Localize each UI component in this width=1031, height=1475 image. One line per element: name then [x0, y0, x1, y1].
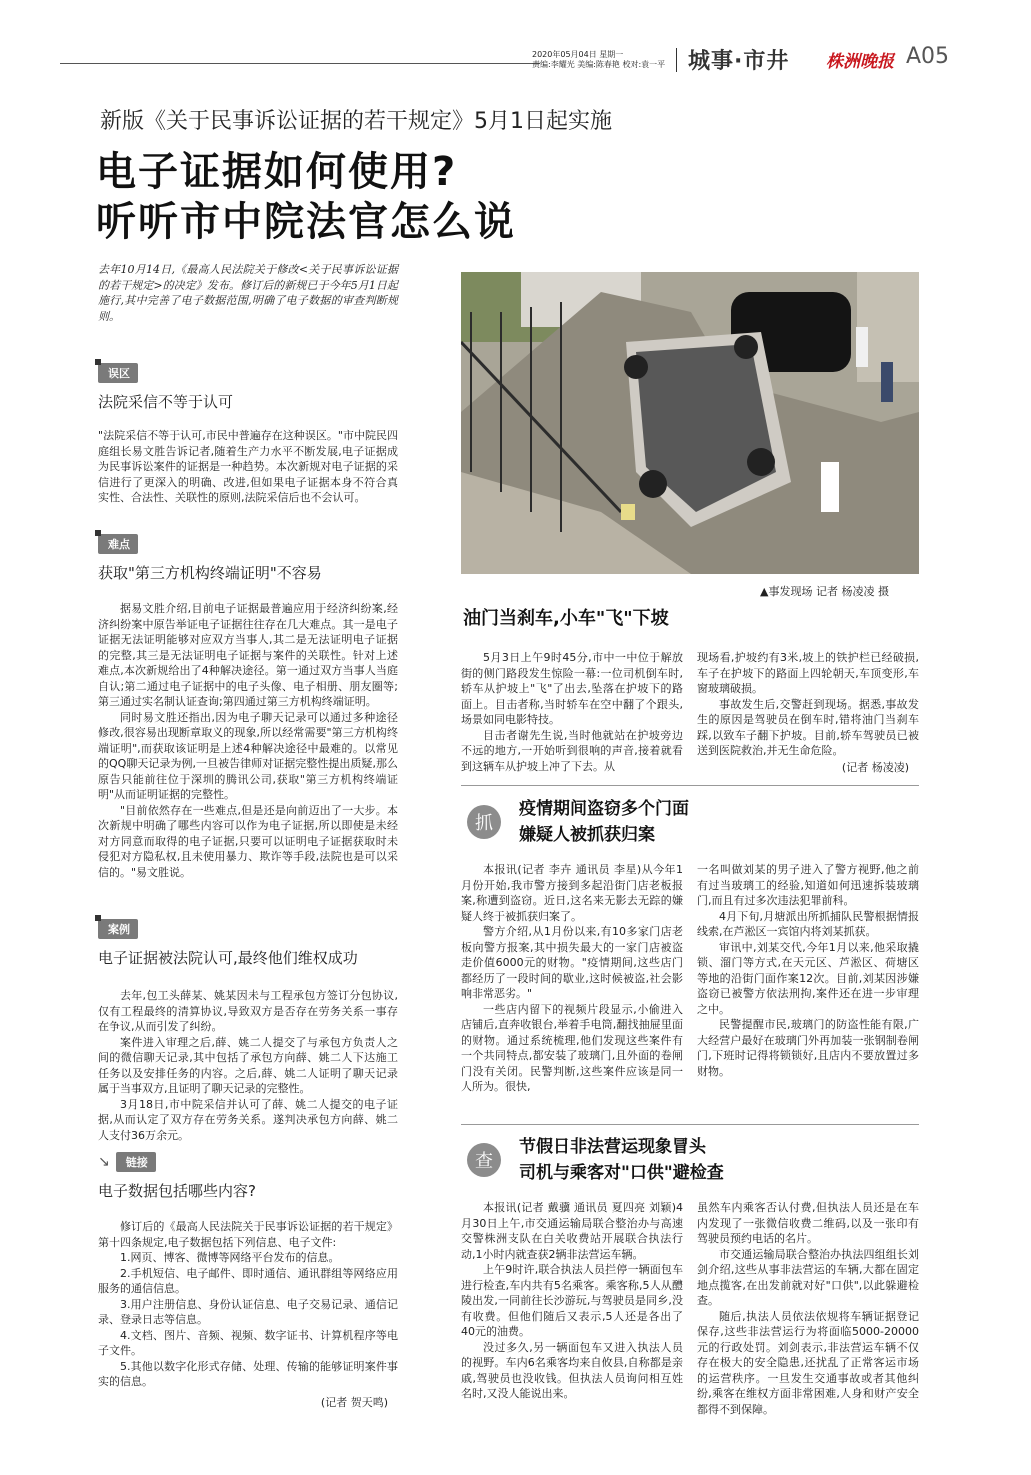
section-subhead: 电子数据包括哪些内容?	[98, 1182, 256, 1200]
editors-line: 责编:李耀光 美编:陈春艳 校对:袁一平	[532, 60, 666, 69]
story-theft	[461, 796, 919, 1095]
story-column-1	[461, 650, 683, 775]
story-byline: (记者 杨凌凌)	[841, 760, 909, 774]
section-subhead: 法院采信不等于认可	[98, 393, 234, 411]
story-paragraph: 目击者谢先生说,当时他就站在护坡旁边不远的地方,一开始听到很响的声音,接着就看到这辆车从护坡上冲了下去。从	[461, 728, 683, 773]
story-title-block	[519, 1134, 724, 1186]
story-paragraph: 没过多久,另一辆面包车又进入执法人员的视野。车内6名乘客均来自攸县,自称都是亲戚,驾驶员也没收钱。但执法人员询问相互姓名时,又没人能说出来。	[461, 1340, 683, 1400]
story-paragraph: 随后,执法人员依法依规将车辆证据登记保存,这些非法营运行为将面临5000-20000元的行政处罚。刘剑表示,非法营运车辆不仅存在极大的安全隐患,还扰乱了正常客运市场的运营秩序。一旦发生交通事故或者其他纠纷,乘客在维权方面非常困难,人身和财产安全都得不到保障。	[697, 1309, 919, 1416]
story-title: 油门当刹车,小车"飞"下坡	[463, 608, 669, 629]
tag-corner-mark	[95, 915, 101, 921]
story-paragraph: 本报讯(记者 戴骥 通讯员 夏四亮 刘颖)4月30日上午,市交通运输局联合整治办与高速交警株洲支队在白关收费站开展联合执法行动,1小时内就查获2辆非法营运车辆。	[461, 1201, 683, 1261]
story-paragraph: 审讯中,刘某交代,今年1月以来,他采取撬锁、溜门等方式,在天元区、芦淞区、荷塘区等地的沿街门面作案12次。目前,刘某因涉嫌盗窃已被警方依法刑拘,案件还在进一步审理之中。	[697, 940, 919, 1016]
section-tag-wrap	[98, 918, 138, 939]
story-columns	[461, 862, 919, 1095]
story-header	[467, 1134, 919, 1186]
story-check	[461, 1134, 919, 1417]
section-tag-wrap	[98, 362, 138, 383]
section-case	[98, 918, 398, 1143]
story-category-badge: 抓	[467, 805, 501, 839]
story-paragraph: 上午9时许,联合执法人员拦停一辆面包车进行检查,车内共有5名乘客。乘客称,5人从醴陵出发,一同前往长沙游玩,与驾驶员是同乡,没有收费。但他们随后又表示,5人还是各出了40元的油费。	[461, 1263, 683, 1338]
section-body-3: 3月18日,市中院采信并认可了薛、姚二人提交的电子证据,从而认定了双方存在劳务关系。遂判决承包方向薛、姚二人支付36万余元。	[98, 1097, 398, 1142]
story-title-line-1: 疫情期间盗窃多个门面	[519, 799, 689, 819]
section-body-2: 案件进入审理之后,薛、姚二人提交了与承包方负责人之间的微信聊天记录,其中包括了承包方向薛、姚二人下达施工任务以及安排任务的内容。之后,薛、姚二人证明了聊天记录属于当事双方,且证明了聊天记录的完整性。	[98, 1035, 398, 1095]
story-paragraph: 民警提醒市民,玻璃门的防盗性能有限,广大经营户最好在玻璃门外再加装一张钢制卷闸门,下班时记得将锁锁好,且店内不要放置过多财物。	[697, 1018, 919, 1078]
story-category-badge: 查	[467, 1143, 501, 1177]
article-lead-block	[98, 262, 398, 324]
section-body: "法院采信不等于认可,市民中普遍存在这种误区。"市中院民四庭组长易文胜告诉记者,随着生产力水平不断发展,电子证据成为民事诉讼案件的证据是一种趋势。本次新规对电子证据的采信进行了更深入的明确、改进,但如果电子证据本身不符合真实性、合法性、关联性的原则,法院采信后也不会认可。	[98, 429, 398, 504]
page-number: A05	[906, 44, 950, 69]
headline-line-1: 电子证据如何使用?	[96, 149, 458, 195]
story-paragraph: 一名叫做刘某的男子进入了警方视野,他之前有过当玻璃工的经验,知道如何迅速拆装玻璃门,而且有过多次违法犯罪前科。	[697, 863, 919, 907]
story-paragraph: 虽然车内乘客否认付费,但执法人员还是在车内发现了一张微信收费二维码,以及一张印有驾驶员预约电话的名片。	[697, 1201, 919, 1245]
section-intro: 修订后的《最高人民法院关于民事诉讼证据的若干规定》第十四条规定,电子数据包括下列信息、电子文件:	[98, 1220, 398, 1249]
section-tag-wrap	[98, 1152, 398, 1172]
arrow-link-icon: ↘	[98, 1154, 110, 1170]
photo-caption: ▲事发现场 记者 杨凌凌 摄	[760, 585, 889, 598]
story-divider	[461, 785, 919, 786]
story-column-1	[461, 862, 683, 1095]
story-paragraph: 现场看,护坡约有3米,坡上的铁护栏已经破损,车子在护坡下的路面上四轮朝天,车顶变形,车窗玻璃破损。	[697, 651, 919, 695]
list-item: 4.文档、图片、音频、视频、数字证书、计算机程序等电子文件。	[98, 1328, 398, 1357]
story-header	[467, 796, 919, 848]
accident-photo	[461, 272, 919, 574]
story-paragraph: 4月下旬,月塘派出所抓捕队民警根据情报线索,在芦淞区一宾馆内将刘某抓获。	[697, 909, 919, 938]
story-paragraph: 5月3日上午9时45分,市中一中位于解放街的侧门路段发生惊险一幕:一位司机倒车时,轿车从护坡上"飞"了出去,坠落在护坡下的路面上。目击者称,当时轿车在空中翻了个跟头,场景如同电影特技。	[461, 651, 683, 726]
story-column-2	[697, 650, 919, 775]
story-divider	[461, 1124, 919, 1125]
list-item: 5.其他以数字化形式存储、处理、传输的能够证明案件事实的信息。	[98, 1359, 398, 1388]
section-tag: 链接	[116, 1152, 156, 1172]
section-title: 城事·市井	[688, 49, 790, 74]
section-tag-wrap	[98, 533, 138, 554]
tag-corner-mark	[95, 530, 101, 536]
article-kicker: 新版《关于民事诉讼证据的若干规定》5月1日起实施	[100, 109, 612, 134]
section-body-2: 同时易文胜还指出,因为电子聊天记录可以通过多种途径修改,很容易出现断章取义的现象,所以经常需要"第三方机构终端证明",而获取该证明是上述4种解决途径中最难的。以常见的QQ聊天记录为例,一旦被告律师对证据完整性提出质疑,那么原告只能前往位于深圳的腾讯公司,获取"第三方机构终端证明"从而证明证据的完整性。	[98, 710, 398, 801]
section-tag: 难点	[98, 534, 138, 554]
story-paragraph: 警方介绍,从1月份以来,有10多家门店老板向警方报案,其中损失最大的一家门店被盗走价值6000元的财物。"疫情期间,这些店门都经历了一段时间的歇业,这时候被盗,社会影响非常恶劣。"	[461, 925, 683, 1000]
section-misconception	[98, 362, 398, 506]
story-column-2	[697, 1200, 919, 1417]
masthead-divider	[676, 48, 677, 72]
issue-date: 2020年05月04日 星期一	[532, 50, 624, 59]
article-lead: 去年10月14日,《最高人民法院关于修改<关于民事诉讼证据的若干规定>的决定》发布。修订后的新规已于今年5月1日起施行,其中完善了电子数据范围,明确了电子数据的审查判断规则。	[98, 263, 398, 323]
masthead-rule	[60, 63, 540, 64]
headline-line-2: 听听市中院法官怎么说	[96, 199, 516, 245]
masthead-meta	[532, 50, 665, 70]
section-subhead: 电子证据被法院认可,最终他们维权成功	[98, 949, 358, 967]
section-link	[98, 1152, 398, 1410]
story-columns	[461, 650, 919, 775]
overturned-car-illustration	[461, 272, 919, 574]
newspaper-logo: 株洲晚报	[826, 52, 894, 72]
section-difficulty	[98, 533, 398, 880]
tag-corner-mark	[95, 359, 101, 365]
section-tag: 案例	[98, 919, 138, 939]
story-column-1	[461, 1200, 683, 1417]
story-title-line-1: 节假日非法营运现象冒头	[519, 1137, 706, 1157]
list-item: 1.网页、博客、微博等网络平台发布的信息。	[120, 1251, 340, 1264]
section-body-1: 据易文胜介绍,目前电子证据最普遍应用于经济纠纷案,经济纠纷案中原告举证电子证据往往存在几大难点。其一是电子证据无法证明能够对应双方当事人,其二是无法证明电子证据的完整,其三是无法证明电子证据与案件的关联性。针对上述难点,本次新规给出了4种解决途径。第一通过双方当事人当庭自认;第二通过电子证据中的电子头像、电子相册、朋友圈等;第三通过实名制认证查询;第四通过第三方机构终端证明。	[98, 602, 398, 708]
list-item: 3.用户注册信息、身份认证信息、电子交易记录、通信记录、登录日志等信息。	[98, 1297, 398, 1326]
article-byline: (记者 贺天鸣)	[320, 1395, 388, 1409]
story-columns	[461, 1200, 919, 1417]
story-paragraph: 市交通运输局联合整治办执法四组组长刘剑介绍,这些从事非法营运的车辆,大都在固定地点揽客,在出发前就对好"口供",以此躲避检查。	[697, 1247, 919, 1307]
story-paragraph: 事故发生后,交警赶到现场。据悉,事故发生的原因是驾驶员在倒车时,错将油门当刹车踩,以致车子翻下护坡。目前,轿车驾驶员已被送到医院救治,并无生命危险。	[697, 697, 919, 757]
story-car	[461, 604, 919, 775]
story-paragraph: 一些店内留下的视频片段显示,小偷进入店铺后,直奔收银台,举着手电筒,翻找抽屉里面的财物。通过系统梳理,他们发现这些案件有一个共同特点,都安装了玻璃门,且外面的卷闸门没有关闭。民警判断,这些案件应该是同一人所为。很快,	[461, 1002, 683, 1093]
section-body-1: 去年,包工头薛某、姚某因未与工程承包方签订分包协议,仅有工程最终的清算协议,导致双方是否存在劳务关系一事存在争议,从而引发了纠纷。	[98, 989, 398, 1033]
story-title-block	[519, 796, 689, 848]
data-types-list	[98, 1250, 398, 1390]
story-column-2	[697, 862, 919, 1095]
section-tag: 误区	[98, 363, 138, 383]
section-body-3: "目前依然存在一些难点,但是还是向前迈出了一大步。本次新规中明确了哪些内容可以作为电子证据,所以即使是未经对方同意而取得的电子证据,只要可以证明电子证据获取时未侵犯对方隐私权,且未使用暴力、欺诈等手段,法院也是可以采信的。"易文胜说。	[98, 803, 398, 879]
story-title-line-2: 嫌疑人被抓获归案	[519, 825, 655, 845]
section-subhead: 获取"第三方机构终端证明"不容易	[98, 564, 322, 582]
list-item: 2.手机短信、电子邮件、即时通信、通讯群组等网络应用服务的通信信息。	[98, 1266, 398, 1295]
story-paragraph: 本报讯(记者 李卉 通讯员 李星)从今年1月份开始,我市警方接到多起沿街门店老板报案,称遭到盗窃。近日,这名来无影去无踪的嫌疑人终于被抓获归案了。	[461, 863, 683, 923]
story-title-line-2: 司机与乘客对"口供"避检查	[519, 1163, 724, 1183]
